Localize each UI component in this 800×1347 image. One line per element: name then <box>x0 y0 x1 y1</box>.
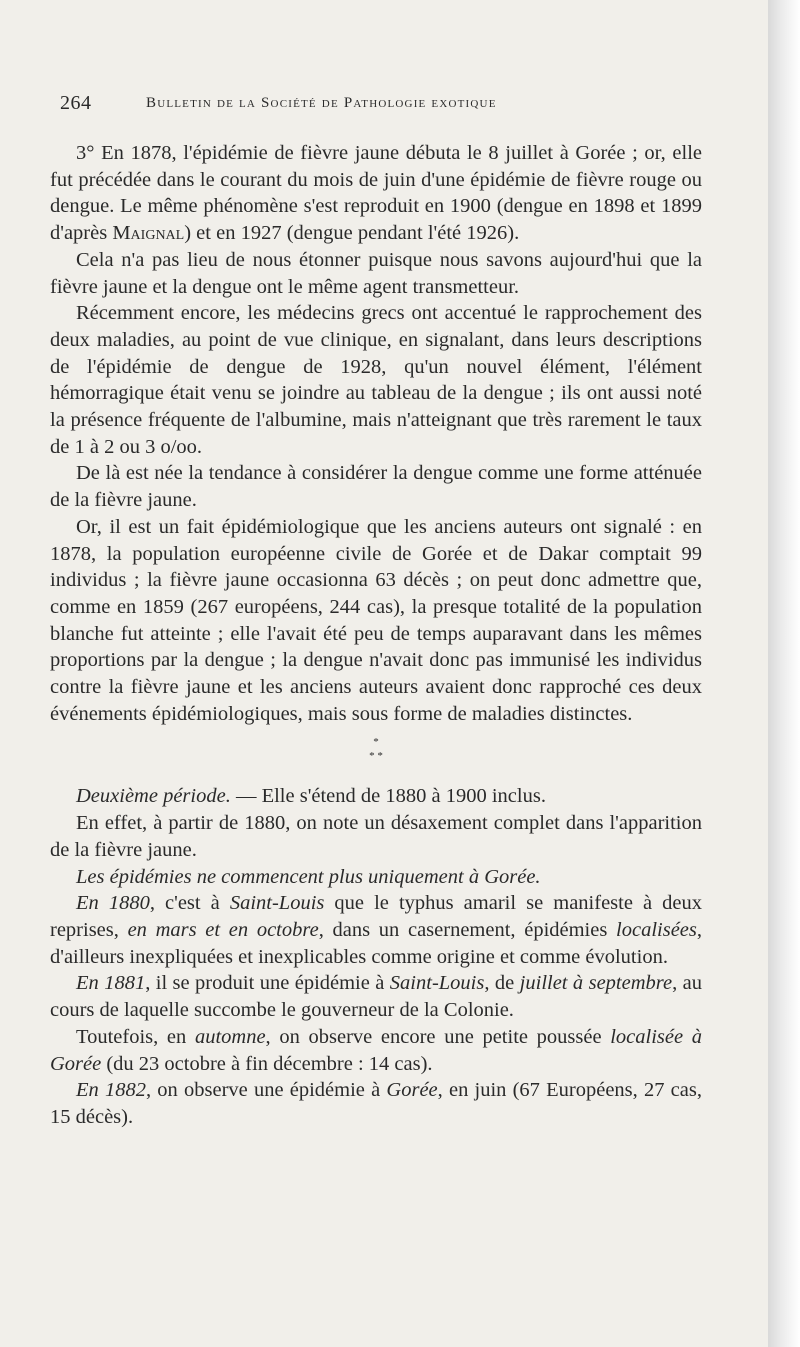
paragraph-3: Récemment encore, les médecins grecs ont accentué le rapprochement des deux maladies, au point de vue clinique, en signalant, dans leurs descriptions de l'épidémie de dengue de 1928, qu'un nouvel élément, l'élément hémorragique était venu se joindre au tableau de la dengue ; ils ont aussi noté la présence fréquente de l'albumine, mais n'atteignant que très rarement le taux de 1 à 2 ou 3 o/oo. <box>50 302 702 458</box>
page-number: 264 <box>60 92 92 114</box>
paragraph-12: En 1882, on observe une épidémie à Gorée, en juin (67 Européens, 27 cas, 15 décès). <box>50 1079 702 1128</box>
paragraph-9: En 1880, c'est à Saint-Louis que le typhus amaril se manifeste à deux reprises, en mars et en octobre, dans un casernement, épidémies localisées, d'ailleurs inexpliquées et inexplicables comme origine et comme évolution. <box>50 892 703 968</box>
paragraph-5: Or, il est un fait épidémiologique que les anciens auteurs ont signalé : en 1878, la population européenne civile de Gorée et de Dakar comptait 99 individus ; la fièvre jaune occasionna 63 décès ; on peut donc admettre que, comme en 1859 (267 européens, 244 cas), la presque totalité de la population blanche fut atteinte ; elle l'avait été peu de temps auparavant dans les mêmes proportions par la dengue ; la dengue n'avait donc pas immunisé les individus contre la fièvre jaune et les anciens auteurs avaient donc rapproché ces deux événements épidémiologiques, mais sous forme de maladies distinctes. <box>50 515 702 725</box>
paragraph-7: En effet, à partir de 1880, on note un désaxement complet dans l'apparition de la fièvre jaune. <box>50 812 702 861</box>
paragraph-11: Toutefois, en automne, on observe encore une petite poussée localisée à Gorée (du 23 octobre à fin décembre : 14 cas). <box>50 1025 702 1075</box>
paragraph-10: En 1881, il se produit une épidémie à Saint-Louis, de juillet à septembre, au cours de laquelle succombe le gouverneur de la Colonie. <box>50 972 702 1022</box>
paragraph-6: Deuxième période. — Elle s'étend de 1880 à 1900 inclus. <box>76 785 546 808</box>
paragraph-4: De là est née la tendance à considérer la dengue comme une forme atténuée de la fièvre jaune. <box>50 462 702 512</box>
paragraph-8: Les épidémies ne commencent plus uniquement à Gorée. <box>76 865 541 888</box>
page-header <box>60 92 700 122</box>
running-title: Bulletin de la Société de Pathologie exotique <box>146 95 497 111</box>
second-period-section <box>50 783 702 1130</box>
paragraph-1: 3° En 1878, l'épidémie de fièvre jaune débuta le 8 juillet à Gorée ; or, elle fut précédée dans le courant du mois de juin d'une épidémie de fièvre rouge ou dengue. Le même phénomène s'est reproduit en 1900 (dengue en 1898 et 1899 d'après Maignal) et en 1927 (dengue pendant l'été 1926). <box>50 142 702 245</box>
paragraph-2: Cela n'a pas lieu de nous étonner puisque nous savons aujourd'hui que la fièvre jaune et la dengue ont le même agent transmetteur. <box>50 248 702 298</box>
author-name: Maignal <box>112 222 185 245</box>
body-text <box>50 140 702 1131</box>
section-break: * * * <box>369 736 383 763</box>
page-edge <box>768 0 800 1347</box>
